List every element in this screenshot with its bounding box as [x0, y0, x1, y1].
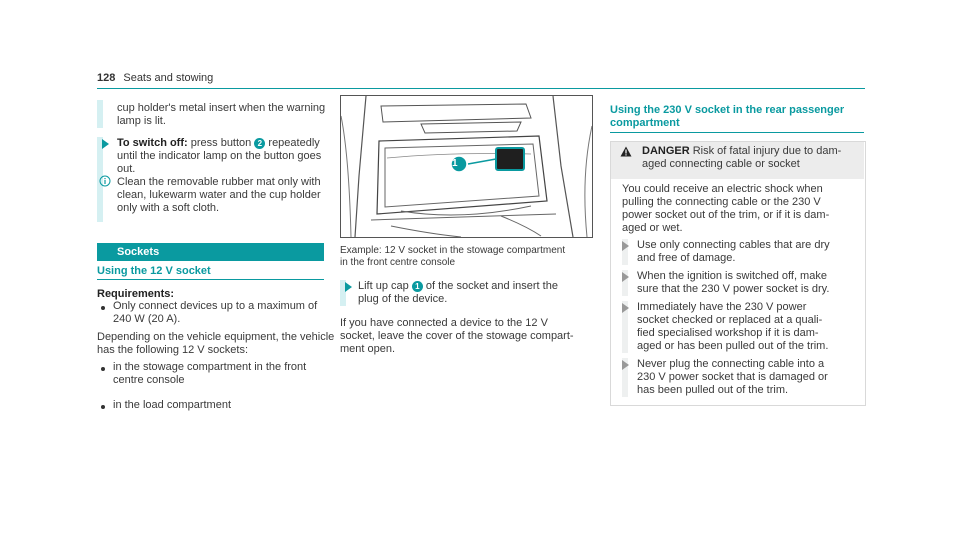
bullet-icon: [101, 405, 105, 409]
text-line: power socket out of the trim, or if it is dam-: [622, 209, 830, 221]
subsection-title: compartment: [610, 117, 680, 129]
callout-1-label: 1: [452, 158, 458, 169]
text-line: If you have connected a device to the 12 V: [340, 317, 548, 329]
text-line: You could receive an electric shock when: [622, 183, 823, 195]
figure-caption: in the front centre console: [340, 257, 456, 268]
bullet-icon: [101, 306, 105, 310]
info-tint-bar: [97, 100, 103, 128]
text-line: in the load compartment: [113, 399, 232, 411]
section-banner: [97, 243, 324, 261]
step-arrow-icon: [622, 303, 629, 313]
header-rule: [97, 88, 865, 89]
step-text: [117, 137, 320, 150]
text-line: only with a soft cloth.: [117, 202, 220, 214]
text-line: When the ignition is switched off, make: [637, 270, 827, 282]
danger-text: [642, 145, 841, 158]
figure-caption: Example: 12 V socket in the stowage compartment: [340, 245, 566, 256]
text-line: until the indicator lamp on the button goes: [117, 150, 322, 162]
text-line: 230 V power socket that is damaged or: [637, 371, 828, 383]
text: of the socket and insert the: [422, 280, 558, 292]
text-line: has been pulled out of the trim.: [637, 384, 789, 396]
text-line: 240 W (20 A).: [113, 313, 181, 325]
subsection-rule: [97, 279, 324, 280]
subsection-title: Using the 12 V socket: [97, 265, 211, 277]
section-banner-title: Sockets: [117, 246, 160, 258]
text-line: has the following 12 V sockets:: [97, 344, 249, 356]
step-arrow-icon: [345, 282, 352, 292]
warning-triangle-icon: [620, 146, 632, 157]
step-arrow-icon: [622, 272, 629, 282]
step-text: [358, 280, 558, 293]
page-header: [97, 72, 213, 85]
page-number: 128: [97, 72, 116, 84]
text: Risk of fatal injury due to dam-: [689, 145, 842, 157]
text: repeatedly: [265, 137, 320, 149]
step-arrow-icon: [622, 360, 629, 370]
danger-label: DANGER: [642, 145, 690, 157]
info-icon: [99, 175, 111, 187]
requirements-label: Requirements:: [97, 288, 175, 300]
text-line: socket checked or replaced at a quali-: [637, 314, 823, 326]
text-line: fied specialised workshop if it is dam-: [637, 327, 819, 339]
text-line: pulling the connecting cable or the 230 V: [622, 196, 821, 208]
text-line: out.: [117, 163, 136, 175]
text-line: aged or has been pulled out of the trim.: [637, 340, 829, 352]
text-line: Use only connecting cables that are dry: [637, 239, 830, 251]
bullet-icon: [101, 367, 105, 371]
text-line: Clean the removable rubber mat only with: [117, 176, 321, 188]
text-line: clean, lukewarm water and the cup holder: [117, 189, 321, 201]
text-line: plug of the device.: [358, 293, 448, 305]
callout-1-icon: 1: [412, 281, 423, 292]
text-line: Immediately have the 230 V power: [637, 301, 807, 313]
subsection-rule: [610, 132, 864, 133]
text-line: and free of damage.: [637, 252, 736, 264]
text-line: Depending on the vehicle equipment, the vehicle: [97, 331, 335, 343]
text-line: Only connect devices up to a maximum of: [113, 300, 318, 312]
socket-illustration: [340, 95, 593, 238]
text-line: aged or wet.: [622, 222, 683, 234]
text-line: centre console: [113, 374, 185, 386]
text-line: ment open.: [340, 343, 396, 355]
callout-2-icon: 2: [254, 138, 265, 149]
text: press button: [187, 137, 255, 149]
switch-off-label: To switch off:: [117, 137, 188, 149]
text-line: aged connecting cable or socket: [642, 158, 800, 170]
text-line: socket, leave the cover of the stowage compart-: [340, 330, 574, 342]
text-line: in the stowage compartment in the front: [113, 361, 307, 373]
text-line: Never plug the connecting cable into a: [637, 358, 825, 370]
step-arrow-icon: [622, 241, 629, 251]
subsection-title: Using the 230 V socket in the rear passenger: [610, 104, 845, 116]
section-title: Seats and stowing: [123, 72, 214, 84]
step-arrow-icon: [102, 139, 109, 149]
text-line: lamp is lit.: [117, 115, 166, 127]
text-line: sure that the 230 V power socket is dry.: [637, 283, 830, 295]
text: Lift up cap: [358, 280, 412, 292]
text-line: cup holder's metal insert when the warning: [117, 102, 326, 114]
